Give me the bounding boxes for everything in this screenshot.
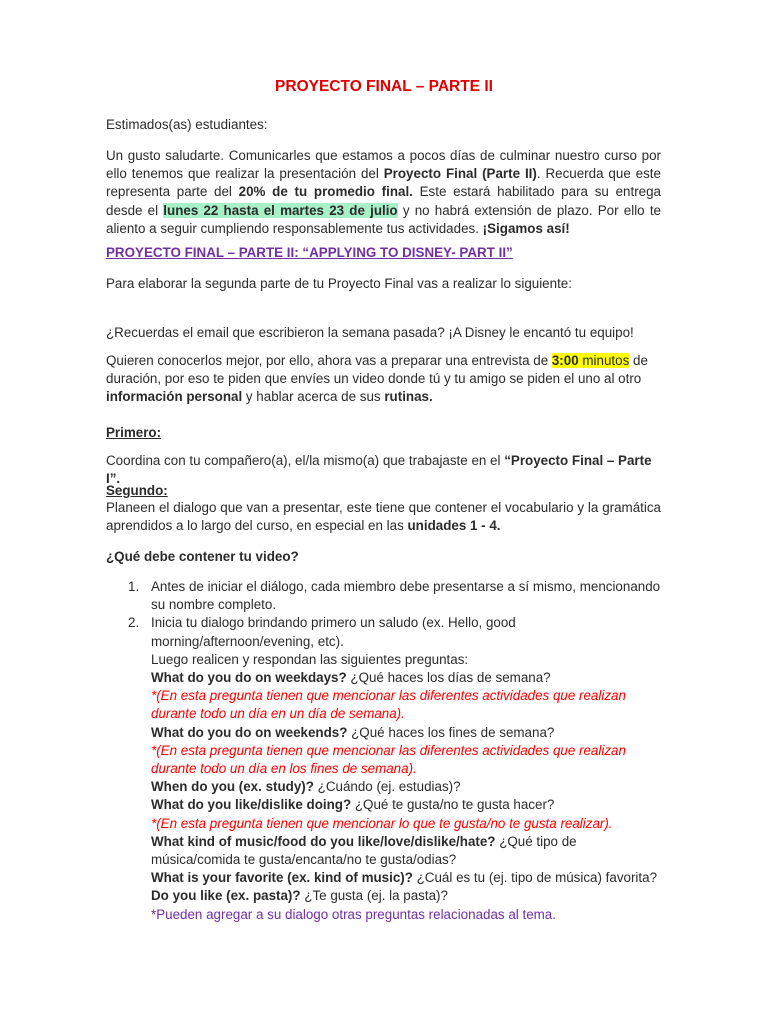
interview-text-3: de duración, por eso te piden que envíes un video donde tú y tu amigo se piden el uno al otro bbox=[106, 353, 648, 387]
intro-bold-closing: ¡Sigamos así! bbox=[482, 220, 570, 236]
intro-text-1: Un gusto saludarte. Comunicarles que estamos a pocos días de culminar nuestro curso por ello tenemos que realizar la presentación del bbox=[106, 148, 661, 182]
segundo-text bbox=[106, 499, 661, 535]
question-do-you-like-en: Do you like (ex. pasta)? bbox=[151, 888, 301, 904]
intro-text-4: y no habrá extensión de plazo. Por ello te aliento a seguir cumpliendo responsablemente tus actividades. bbox=[106, 202, 661, 236]
list-item-2-text: Inicia tu dialogo brindando primero un saludo (ex. Hello, good morning/afternoon/evening, etc). bbox=[151, 615, 516, 649]
document-title: PROYECTO FINAL – PARTE II bbox=[275, 78, 493, 95]
question-weekdays-es: ¿Qué haces los días de semana? bbox=[346, 670, 551, 686]
question-music-food-en: What kind of music/food do you like/love/dislike/hate? bbox=[151, 833, 496, 849]
requirements-list bbox=[106, 578, 661, 924]
interview-highlight-minutes: minutos bbox=[578, 353, 630, 368]
question-when-es: ¿Cuándo (ej. estudias)? bbox=[313, 779, 461, 795]
intro-bold-project: Proyecto Final (Parte II) bbox=[383, 166, 537, 182]
question-weekends-note: *(En esta pregunta tienen que mencionar las diferentes actividades que realizan durante todo un día en los fines de semana). bbox=[151, 742, 626, 777]
question-weekends-es: ¿Qué haces los fines de semana? bbox=[347, 724, 555, 740]
interview-paragraph bbox=[106, 352, 661, 407]
email-text: ¿Recuerdas el email que escribieron la semana pasada? ¡A Disney le encantó tu equipo! bbox=[106, 325, 634, 340]
question-weekends bbox=[151, 724, 661, 742]
intro-paragraph bbox=[106, 147, 661, 238]
greeting: Estimados(as) estudiantes: bbox=[106, 117, 268, 132]
interview-text-1: Quieren conocerlos mejor, por ello, ahora vas a preparar una entrevista de bbox=[106, 353, 552, 368]
question-favorite bbox=[151, 869, 661, 887]
extra-questions-note: *Pueden agregar a su dialogo otras preguntas relacionadas al tema. bbox=[151, 906, 556, 922]
elaborate-text: Para elaborar la segunda parte de tu Proyecto Final vas a realizar lo siguiente: bbox=[106, 276, 572, 291]
question-like-note: *(En esta pregunta tienen que mencionar lo que te gusta/no te gusta realizar). bbox=[151, 815, 613, 831]
intro-bold-percent: 20% de tu promedio final. bbox=[238, 184, 413, 200]
question-like-es: ¿Qué te gusta/no te gusta hacer? bbox=[351, 797, 555, 813]
question-weekends-en: What do you do on weekends? bbox=[151, 724, 348, 740]
question-like-en: What do you like/dislike doing? bbox=[151, 797, 352, 813]
section-subtitle: PROYECTO FINAL – PARTE II: “APPLYING TO DISNEY- PART II” bbox=[106, 245, 513, 260]
segundo-bold-units: unidades 1 - 4. bbox=[407, 518, 501, 534]
question-favorite-es: ¿Cuál es tu (ej. tipo de música) favorita? bbox=[412, 870, 658, 886]
list-number-2: 2. bbox=[128, 615, 140, 631]
segundo-heading: Segundo: bbox=[106, 483, 168, 498]
question-music-food-es: ¿Qué tipo de música/comida te gusta/encanta/no te gusta/odias? bbox=[151, 833, 577, 868]
primero-text-1: Coordina con tu compañero(a), el/la mismo(a) que trabajaste en el bbox=[106, 453, 505, 468]
question-do-you-like bbox=[151, 887, 661, 905]
primero-bold-project: “Proyecto Final – Parte I”. bbox=[106, 453, 652, 487]
video-question: ¿Qué debe contener tu video? bbox=[106, 549, 299, 564]
intro-highlight-dates: lunes 22 hasta el martes 23 de julio bbox=[163, 202, 398, 218]
interview-highlight-time: 3:00 bbox=[551, 353, 579, 368]
list-item-2 bbox=[106, 614, 661, 923]
question-when-en: When do you (ex. study)? bbox=[151, 779, 314, 795]
question-weekdays bbox=[151, 669, 661, 687]
questions-intro: Luego realicen y respondan las siguientes preguntas: bbox=[151, 651, 469, 667]
segundo-text-1: Planeen el dialogo que van a presentar, este tiene que contener el vocabulario y la gramática aprendidos a lo largo del curso, en especial en las bbox=[106, 500, 661, 534]
question-weekdays-note: *(En esta pregunta tienen que mencionar las diferentes actividades que realizan durante todo un día en un día de semana). bbox=[151, 688, 626, 722]
intro-text-3: Este estará habilitado para su entrega desde el bbox=[106, 184, 661, 218]
list-number-1: 1. bbox=[128, 579, 140, 594]
question-when bbox=[151, 778, 661, 796]
interview-bold-info: información personal bbox=[106, 389, 243, 405]
question-like bbox=[151, 796, 661, 814]
question-music-food bbox=[151, 833, 661, 869]
question-favorite-en: What is your favorite (ex. kind of music)? bbox=[151, 870, 413, 886]
question-do-you-like-es: ¿Te gusta (ej. la pasta)? bbox=[300, 888, 448, 904]
primero-heading: Primero: bbox=[106, 425, 162, 440]
question-weekdays-en: What do you do on weekdays? bbox=[151, 670, 347, 686]
interview-bold-routines: rutinas. bbox=[384, 389, 433, 405]
interview-text-4: y hablar acerca de sus bbox=[242, 389, 385, 405]
intro-text-2: . Recuerda que este representa parte del bbox=[106, 166, 661, 200]
list-item-1 bbox=[106, 578, 661, 614]
list-item-1-text: Antes de iniciar el diálogo, cada miembro debe presentarse a sí mismo, mencionando su nombre completo. bbox=[151, 579, 661, 613]
